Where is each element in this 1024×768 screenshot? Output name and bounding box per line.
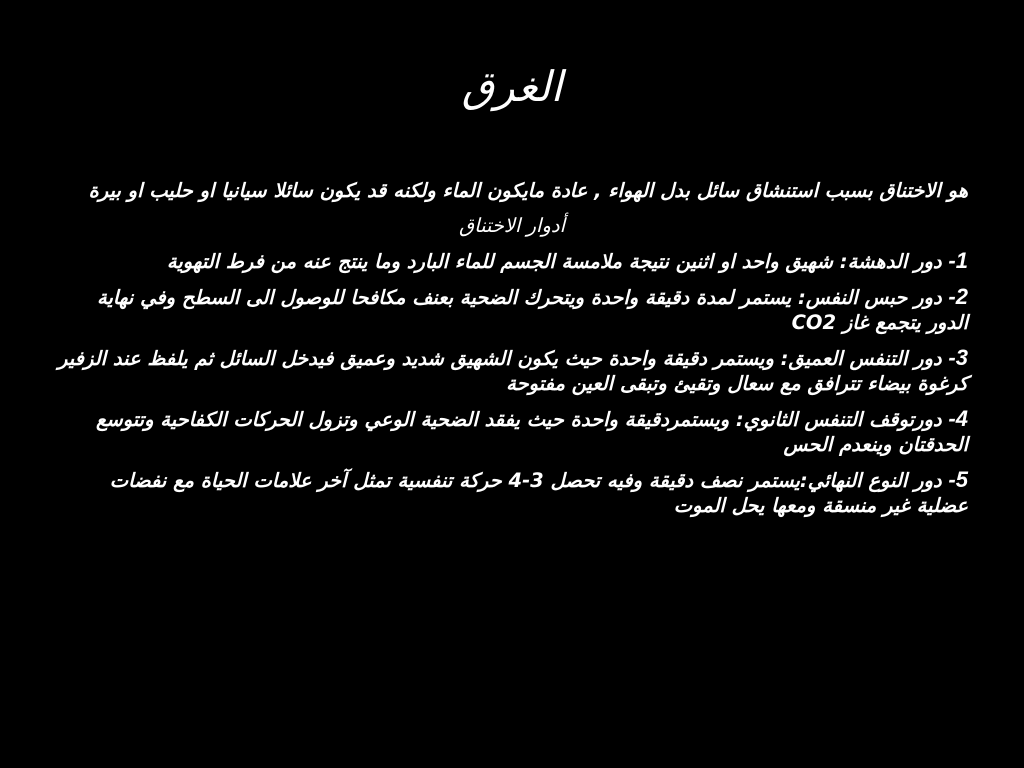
stage-number: 3- — [948, 345, 968, 370]
stage-item-5 — [56, 467, 968, 518]
stage-number: 5- — [948, 467, 968, 492]
stages-heading: أدوار الاختناق — [459, 214, 565, 237]
stage-text: دور الدهشة: شهيق واحد او اثنين نتيجة ملامسة الجسم للماء البارد وما ينتج عنه من فرط التهوية — [166, 250, 942, 273]
stage-item-3 — [56, 345, 968, 396]
stage-item-4 — [56, 406, 968, 457]
slide-body — [56, 178, 968, 528]
stage-text: دور النوع النهائي:يستمر نصف دقيقة وفيه تحصل 3-4 حركة تنفسية تمثل آخر علامات الحياة مع نفضات عضلية غير منسقة ومعها يحل الموت — [109, 469, 968, 517]
stage-number: 4- — [948, 406, 968, 431]
stage-item-2 — [56, 284, 968, 335]
stage-text: دورتوقف التنفس الثانوي: ويستمردقيقة واحدة حيث يفقد الضحية الوعي وتزول الحركات الكفاحية وتتوسع الحدقتان وينعدم الحس — [96, 408, 968, 456]
slide-title: الغرق — [461, 62, 563, 111]
stage-item-1 — [56, 248, 968, 274]
definition-paragraph: هو الاختناق بسبب استنشاق سائل بدل الهواء , عادة مايكون الماء ولكنه قد يكون سائلا سيانيا او حليب او بيرة — [88, 179, 968, 202]
stage-text: دور حبس النفس: يستمر لمدة دقيقة واحدة ويتحرك الضحية بعنف مكافحا للوصول الى السطح وفي نهاية الدور يتجمع غاز CO2 — [97, 286, 968, 334]
stage-text: دور التنفس العميق: ويستمر دقيقة واحدة حيث يكون الشهيق شديد وعميق فيدخل السائل ثم يلفظ عند الزفير كرغوة بيضاء تترافق مع سعال وتقيئ وتبقى العين مفتوحة — [58, 347, 968, 395]
stage-number: 2- — [948, 284, 968, 309]
stage-number: 1- — [948, 248, 968, 273]
